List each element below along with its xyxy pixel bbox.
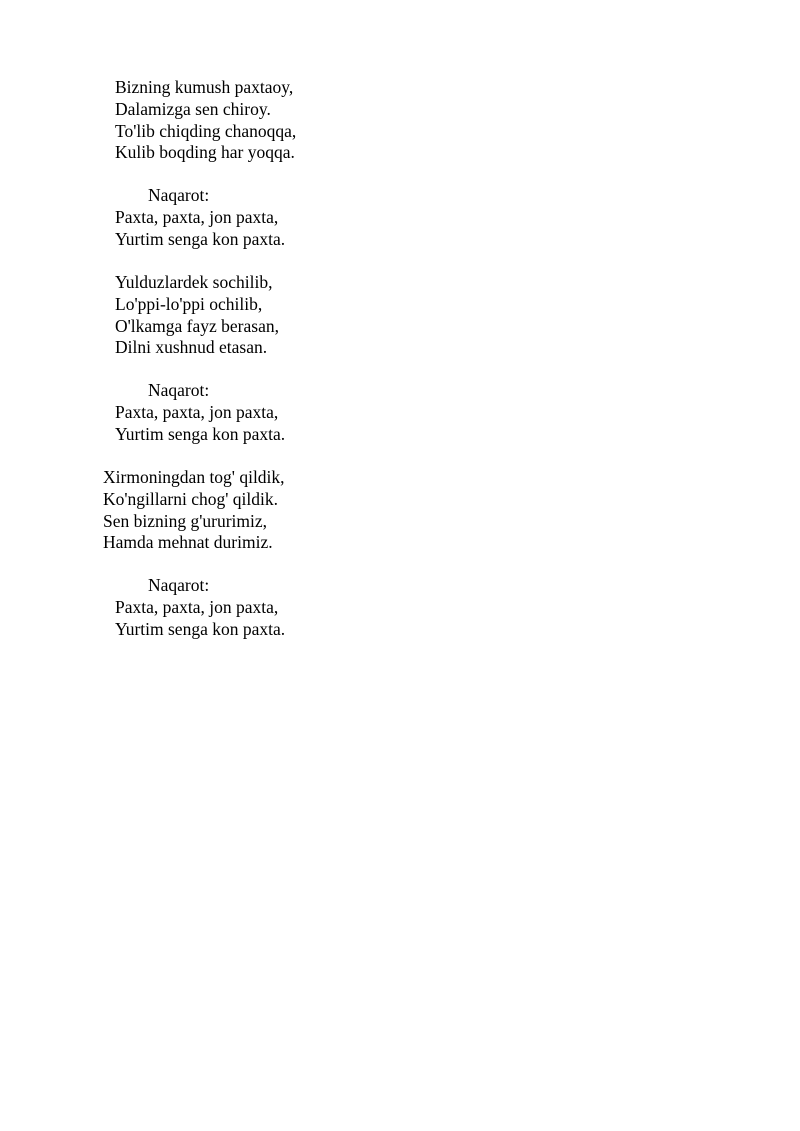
stanza-2 xyxy=(115,272,279,359)
refrain-line: Paxta, paxta, jon paxta, xyxy=(115,206,279,227)
refrain-1 xyxy=(115,185,285,250)
verse-line: Sen bizning g'ururimiz, xyxy=(103,510,268,531)
stanza-3 xyxy=(103,467,285,554)
refrain-2 xyxy=(115,380,285,445)
verse-line: O'lkamga fayz berasan, xyxy=(115,315,279,336)
verse-line: Yulduzlardek sochilib, xyxy=(115,272,273,292)
verse-line: Lo'ppi-lo'ppi ochilib, xyxy=(115,293,263,314)
refrain-line: Paxta, paxta, jon paxta, xyxy=(115,401,279,422)
refrain-line: Yurtim senga kon paxta. xyxy=(115,423,286,444)
refrain-line: Yurtim senga kon paxta. xyxy=(115,228,286,249)
verse-line: Dilni xushnud etasan. xyxy=(115,337,268,358)
refrain-label: Naqarot: xyxy=(148,380,210,400)
verse-line: Bizning kumush paxtaoy, xyxy=(115,77,294,97)
refrain-label: Naqarot: xyxy=(148,185,210,205)
verse-line: Hamda mehnat durimiz. xyxy=(103,532,273,553)
refrain-line: Paxta, paxta, jon paxta, xyxy=(115,596,279,617)
stanza-1 xyxy=(115,77,296,164)
refrain-3 xyxy=(115,575,285,640)
verse-line: Ko'ngillarni chog' qildik. xyxy=(103,488,278,509)
verse-line: Dalamizga sen chiroy. xyxy=(115,98,271,119)
verse-line: To'lib chiqding chanoqqa, xyxy=(115,120,297,141)
verse-line: Xirmoningdan tog' qildik, xyxy=(103,467,285,487)
refrain-line: Yurtim senga kon paxta. xyxy=(115,618,286,639)
verse-line: Kulib boqding har yoqqa. xyxy=(115,142,295,163)
refrain-label: Naqarot: xyxy=(148,575,210,595)
